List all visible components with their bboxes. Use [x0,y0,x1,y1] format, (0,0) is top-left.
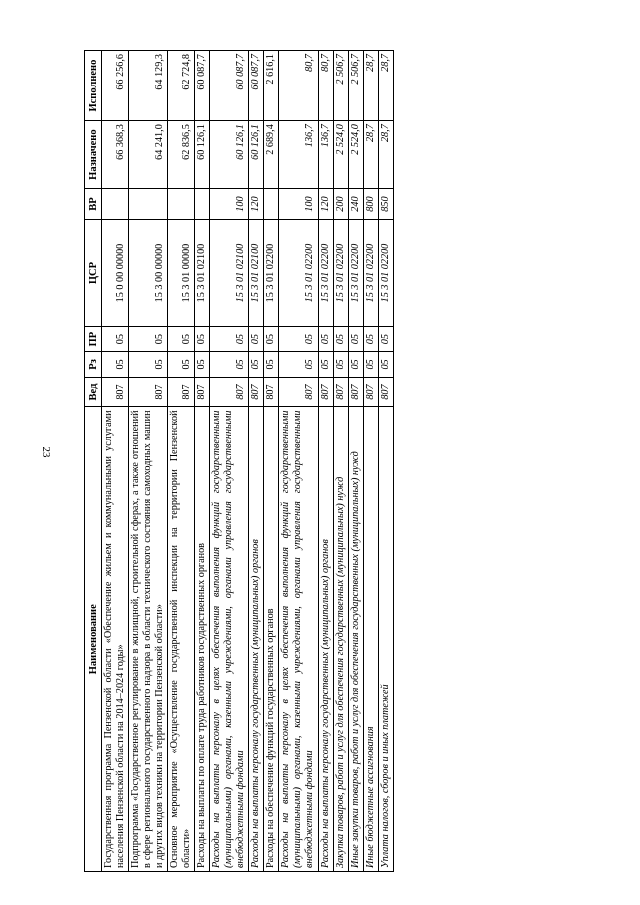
header-name: Наименование [85,407,102,872]
cell-rz: 05 [333,352,348,377]
cell-csr: 15 0 00 00000 [102,220,129,327]
cell-isp: 60 087,7 [249,51,264,121]
cell-isp: 64 129,3 [129,51,168,121]
table-row [279,51,318,872]
page-number: 23 [40,446,52,458]
header-ved: Вед [85,377,102,407]
cell-vr [102,189,129,220]
table-row [363,51,378,872]
header-naz: Назначено [85,121,102,189]
cell-rz: 05 [195,352,210,377]
table-row [378,51,393,872]
table-row [318,51,333,872]
cell-vr [129,189,168,220]
header-isp: Исполнено [85,51,102,121]
cell-name: Иные бюджетные ассигнования [363,407,378,872]
cell-name: Иные закупки товаров, работ и услуг для обеспечения государственных (муниципальных) нужд [348,407,363,872]
cell-pr: 05 [363,326,378,351]
table-row [168,51,195,872]
cell-rz: 05 [318,352,333,377]
cell-pr: 05 [210,326,249,351]
cell-name: Расходы на выплаты по оплате труда работников государственных органов [195,407,210,872]
header-rz: Рз [85,352,102,377]
cell-pr: 05 [378,326,393,351]
table-row [210,51,249,872]
cell-naz: 62 836,5 [168,121,195,189]
table-container [84,50,568,872]
budget-table [84,50,394,872]
cell-vr: 850 [378,189,393,220]
table-row [264,51,279,872]
cell-pr: 05 [333,326,348,351]
cell-pr: 05 [279,326,318,351]
cell-csr: 15 3 01 02100 [249,220,264,327]
cell-vr: 100 [279,189,318,220]
cell-name: Расходы на выплаты персоналу государственных (муниципальных) органов [318,407,333,872]
cell-name: Государственная программа Пензенской области «Обеспечение жильем и коммунальными услугами населения Пензенской области на 2014–2024 годы» [102,407,129,872]
cell-rz: 05 [129,352,168,377]
cell-ved: 807 [348,377,363,407]
cell-ved: 807 [318,377,333,407]
cell-ved: 807 [210,377,249,407]
cell-csr: 15 3 01 02100 [210,220,249,327]
cell-vr [168,189,195,220]
cell-vr: 200 [333,189,348,220]
cell-naz: 28,7 [378,121,393,189]
rotated-page-content [84,50,568,872]
cell-ved: 807 [264,377,279,407]
cell-isp: 2 506,7 [333,51,348,121]
table-row [129,51,168,872]
cell-naz: 66 368,3 [102,121,129,189]
cell-csr: 15 3 01 02200 [279,220,318,327]
cell-name: Закупка товаров, работ и услуг для обеспечения государственных (муниципальных) нужд [333,407,348,872]
cell-isp: 28,7 [363,51,378,121]
header-csr: ЦСР [85,220,102,327]
cell-ved: 807 [333,377,348,407]
cell-name: Расходы на выплаты персоналу в целях обеспечения выполнения функций государственными (муниципальными) органами, казенными учреждениями, органами управления государственными внебюджетными фондами [210,407,249,872]
cell-name: Уплата налогов, сборов и иных платежей [378,407,393,872]
cell-isp: 66 256,6 [102,51,129,121]
cell-rz: 05 [363,352,378,377]
cell-pr: 05 [195,326,210,351]
cell-ved: 807 [102,377,129,407]
cell-name: Основное мероприятие «Осуществление государственной инспекции на территории Пензенской области» [168,407,195,872]
cell-naz: 28,7 [363,121,378,189]
cell-vr [195,189,210,220]
cell-csr: 15 3 01 02200 [363,220,378,327]
cell-csr: 15 3 01 02200 [348,220,363,327]
cell-ved: 807 [378,377,393,407]
cell-naz: 60 126,1 [195,121,210,189]
table-row [348,51,363,872]
cell-ved: 807 [279,377,318,407]
cell-vr: 100 [210,189,249,220]
cell-isp: 60 087,7 [195,51,210,121]
cell-csr: 15 3 01 02100 [195,220,210,327]
cell-ved: 807 [195,377,210,407]
table-body [102,51,394,872]
cell-isp: 80,7 [318,51,333,121]
cell-naz: 64 241,0 [129,121,168,189]
cell-pr: 05 [129,326,168,351]
cell-rz: 05 [348,352,363,377]
cell-pr: 05 [168,326,195,351]
cell-isp: 60 087,7 [210,51,249,121]
cell-naz: 2 524,0 [333,121,348,189]
cell-vr: 800 [363,189,378,220]
cell-ved: 807 [168,377,195,407]
cell-csr: 15 3 01 02200 [318,220,333,327]
cell-csr: 15 3 01 02200 [333,220,348,327]
cell-isp: 2 506,7 [348,51,363,121]
cell-isp: 62 724,8 [168,51,195,121]
cell-name: Расходы на обеспечение функций государственных органов [264,407,279,872]
cell-vr [264,189,279,220]
cell-pr: 05 [102,326,129,351]
cell-rz: 05 [102,352,129,377]
cell-pr: 05 [318,326,333,351]
cell-name: Подпрограмма «Государственное регулирование в жилищной, строительной сферах, а также отношений в сфере регионального государственного надзора в области технического состояния самоходных машин и других видов техники на территории Пензенской области» [129,407,168,872]
cell-vr: 120 [249,189,264,220]
cell-csr: 15 3 01 02200 [264,220,279,327]
cell-naz: 136,7 [318,121,333,189]
cell-csr: 15 3 00 00000 [129,220,168,327]
header-vr: ВР [85,189,102,220]
cell-ved: 807 [363,377,378,407]
cell-naz: 60 126,1 [210,121,249,189]
cell-rz: 05 [168,352,195,377]
cell-pr: 05 [264,326,279,351]
cell-csr: 15 3 01 00000 [168,220,195,327]
table-header-row [85,51,102,872]
cell-pr: 05 [249,326,264,351]
cell-vr: 240 [348,189,363,220]
cell-rz: 05 [279,352,318,377]
cell-ved: 807 [129,377,168,407]
cell-pr: 05 [348,326,363,351]
table-row [249,51,264,872]
cell-rz: 05 [210,352,249,377]
cell-vr: 120 [318,189,333,220]
table-row [195,51,210,872]
cell-isp: 2 616,1 [264,51,279,121]
cell-isp: 28,7 [378,51,393,121]
cell-ved: 807 [249,377,264,407]
cell-rz: 05 [378,352,393,377]
cell-isp: 80,7 [279,51,318,121]
cell-name: Расходы на выплаты персоналу государственных (муниципальных) органов [249,407,264,872]
cell-csr: 15 3 01 02200 [378,220,393,327]
table-row [333,51,348,872]
cell-naz: 2 524,0 [348,121,363,189]
cell-rz: 05 [264,352,279,377]
cell-naz: 136,7 [279,121,318,189]
table-row [102,51,129,872]
cell-naz: 2 689,4 [264,121,279,189]
cell-naz: 60 126,1 [249,121,264,189]
cell-name: Расходы на выплаты персоналу в целях обеспечения выполнения функций государственными (муниципальными) органами, казенными учреждениями, органами управления государственными внебюджетными фондами [279,407,318,872]
header-pr: ПР [85,326,102,351]
cell-rz: 05 [249,352,264,377]
